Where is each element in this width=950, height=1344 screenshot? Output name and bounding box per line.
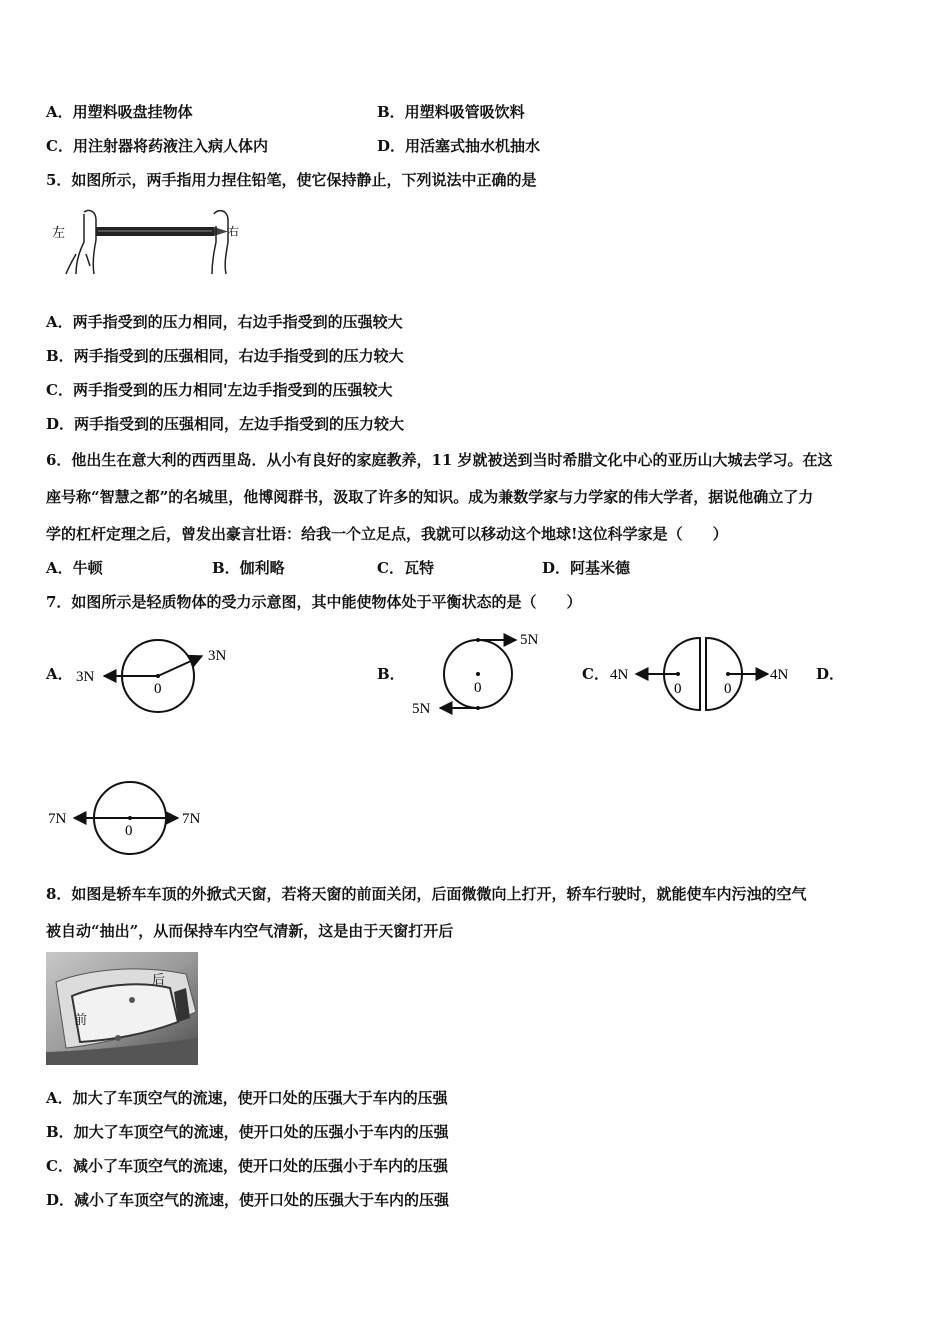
q8-stem-line1: 8．如图是轿车车顶的外掀式天窗，若将天窗的前面关闭，后面微微向上打开，轿车行驶时，就能使车内污浊的空气 [46,885,807,903]
origin-label: 0 [125,823,133,839]
q7-option-b-label[interactable]: B． [377,665,405,683]
origin-label: 0 [154,681,162,697]
q5-stem: 5．如图所示，两手指用力捏住铅笔，使它保持静止，下列说法中正确的是 [46,171,537,189]
q5-pencil-figure [46,206,246,278]
q6-option-a[interactable]: A．牛顿 [46,559,103,577]
q6-option-c[interactable]: C．瓦特 [377,559,434,577]
q6-stem-line3: 学的杠杆定理之后，曾发出豪言壮语：给我一个立足点，我就可以移动这个地球!这位科学家是（ ） [46,525,728,543]
force-label-left: 7N [48,811,67,827]
q8-option-a[interactable]: A．加大了车顶空气的流速，使开口处的压强大于车内的压强 [46,1089,448,1107]
q5-option-c[interactable]: C．两手指受到的压力相同'左边手指受到的压强较大 [46,381,393,399]
q5-option-d[interactable]: D．两手指受到的压强相同，左边手指受到的压力较大 [46,415,405,433]
pencil-icon [96,227,228,236]
force-arrow-up-right [158,656,202,676]
q7-stem: 7．如图所示是轻质物体的受力示意图，其中能使物体处于平衡状态的是（ ） [46,593,582,611]
left-finger-icon [66,210,96,274]
q4-option-d[interactable]: D．用活塞式抽水机抽水 [377,137,541,155]
q6-stem-line2: 座号称“智慧之都”的名城里，他博阅群书，汲取了许多的知识。成为兼数学家与力学家的伟大学者，据说他确立了力 [46,488,814,506]
q5-option-a[interactable]: A．两手指受到的压力相同，右边手指受到的压强较大 [46,313,403,331]
q8-fig-front-label: 前 [74,1013,88,1028]
force-label-right: 4N [770,667,789,683]
origin-label-right: 0 [724,681,732,697]
q8-sunroof-photo [46,952,198,1065]
q5-fig-right-label: 右 [228,225,239,238]
right-finger-icon [212,211,228,274]
force-label-top: 5N [520,632,539,648]
q7-diagram-d [46,776,216,858]
force-label-right: 7N [182,811,201,827]
origin-label: 0 [474,680,482,696]
q4-option-b[interactable]: B．用塑料吸管吸饮料 [377,103,525,121]
q8-option-d[interactable]: D．减小了车顶空气的流速，使开口处的压强大于车内的压强 [46,1191,450,1209]
force-label-bottom: 5N [412,701,431,717]
q6-option-d[interactable]: D．阿基米德 [542,559,631,577]
q5-fig-left-label: 左 [52,226,66,241]
q4-option-c[interactable]: C．用注射器将药液注入病人体内 [46,137,268,155]
q5-option-b[interactable]: B．两手指受到的压强相同，右边手指受到的压力较大 [46,347,404,365]
q7-option-d-label[interactable]: D． [816,665,845,683]
q6-stem-line1: 6．他出生在意大利的西西里岛．从小有良好的家庭教养，11 岁就被送到当时希腊文化中心的亚历山大城去学习。在这 [46,451,833,469]
q7-diagram-b [408,626,558,722]
force-label-left: 4N [610,667,629,683]
q8-option-b[interactable]: B．加大了车顶空气的流速，使开口处的压强小于车内的压强 [46,1123,449,1141]
force-label-left: 3N [76,669,95,685]
origin-label-left: 0 [674,681,682,697]
q7-option-a-label[interactable]: A． [46,665,73,683]
q4-option-a[interactable]: A．用塑料吸盘挂物体 [46,103,193,121]
force-label-right: 3N [208,648,227,664]
q7-diagram-c [606,632,802,718]
q6-option-b[interactable]: B．伽利略 [212,559,285,577]
q7-diagram-a [70,636,240,718]
q7-option-c-label[interactable]: C． [582,665,609,683]
q8-option-c[interactable]: C．减小了车顶空气的流速，使开口处的压强小于车内的压强 [46,1157,448,1175]
q8-stem-line2: 被自动“抽出”，从而保持车内空气清新，这是由于天窗打开后 [46,922,454,940]
q8-fig-back-label: 后 [152,973,166,988]
